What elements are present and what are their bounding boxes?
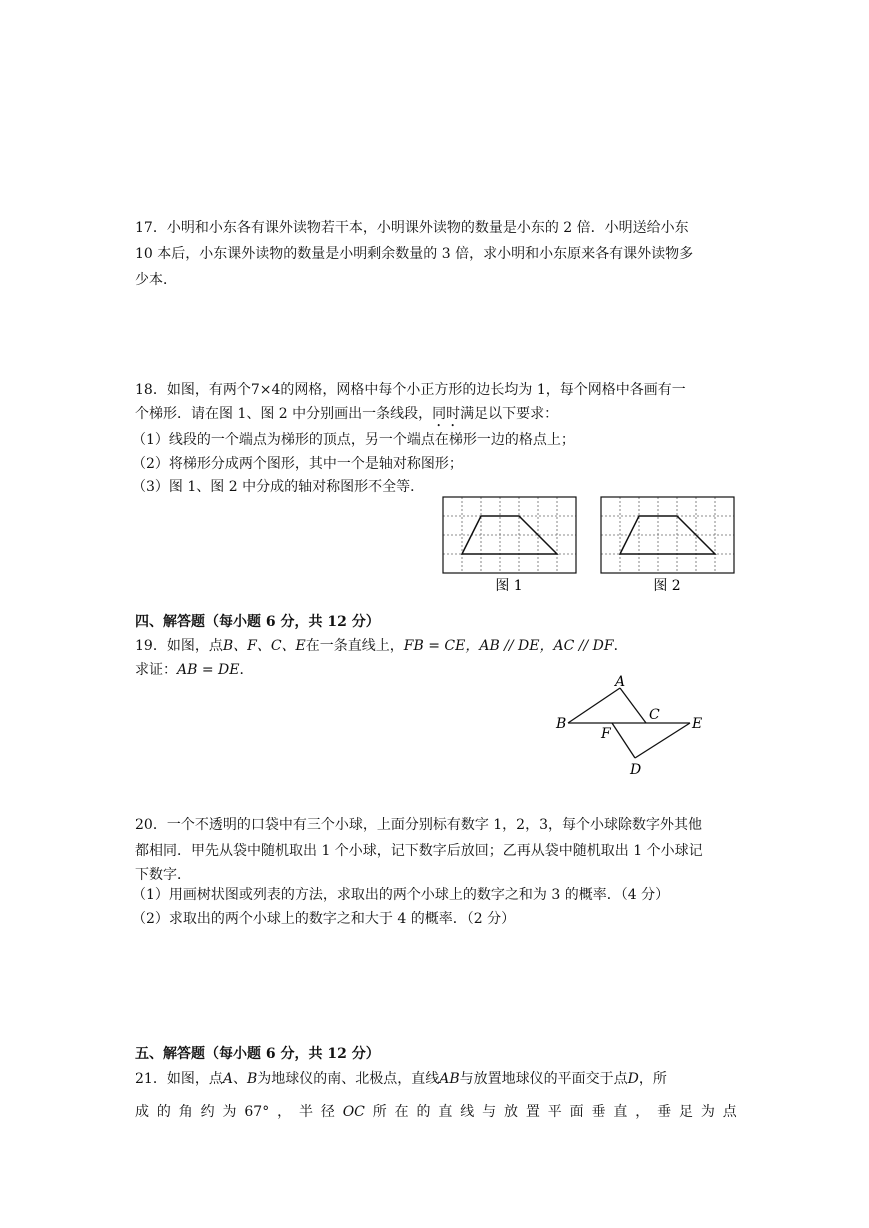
q21-word: 角	[178, 1104, 193, 1120]
q19-line-1-mid: 在一条直线上，	[305, 638, 404, 654]
q20-line-3: 下数字．	[135, 867, 191, 883]
section-4-heading: 四、解答题（每小题 6 分，共 12 分）	[135, 614, 380, 630]
q21-point-b: B	[246, 1071, 258, 1087]
q17-line-2: 10 本后，小东课外读物的数量是小明剩余数量的 3 倍，求小明和小东原来各有课外读物多	[135, 246, 694, 262]
q18-grid-figures	[435, 490, 745, 600]
q21-line-1-a: 21．如图，点	[135, 1071, 223, 1087]
point-labels	[555, 674, 702, 778]
section-5-heading: 五、解答题（每小题 6 分，共 12 分）	[135, 1046, 380, 1062]
q21-word: 点	[722, 1104, 737, 1120]
q21-word: 线	[460, 1104, 475, 1120]
q19-line-1	[135, 636, 628, 656]
q19-line-2-end: ．	[239, 662, 254, 678]
q18-line-1-post: 的网格，网格中每个小正方形的边长均为 1，每个网格中各画有一	[280, 382, 686, 398]
q19-triangle-figure	[550, 668, 720, 783]
q21-word: 的	[416, 1104, 431, 1120]
point-label-c: C	[649, 707, 660, 723]
q21-word: 垂	[657, 1104, 672, 1120]
triangle-lines	[568, 688, 690, 758]
q21-word: 所	[372, 1104, 387, 1120]
q21-word: 成	[135, 1104, 149, 1120]
q18-emphasis: 同时	[432, 406, 461, 422]
q21-word: 约	[200, 1104, 215, 1120]
q20-sub-2: （2）求取出的两个小球上的数字之和大于 4 的概率．（2 分）	[132, 911, 516, 927]
q21-point-a: A	[222, 1071, 233, 1087]
q21-radius-oc: OC	[342, 1104, 365, 1120]
fig1-label: 图 1	[495, 578, 523, 594]
point-label-b: B	[556, 716, 567, 732]
q19-conditions: FB = CE，AB // DE，AC // DF	[403, 638, 614, 654]
q21-word: ，	[277, 1104, 292, 1120]
q21-angle-value: 67°	[244, 1104, 270, 1120]
q18-line-2-pre: 个梯形．请在图 1、图 2 中分别画出一条线段，	[135, 406, 433, 422]
point-label-d: D	[630, 762, 642, 778]
q21-word: 半	[298, 1104, 313, 1120]
fig2-label: 图 2	[653, 578, 681, 594]
q21-word: 径	[320, 1104, 335, 1120]
q18-requirement-3: （3）图 1、图 2 中分成的轴对称图形不全等．	[132, 479, 425, 495]
q21-line-1-c: 为地球仪的南、北极点，直线	[257, 1071, 440, 1087]
q18-line-1	[135, 380, 686, 400]
q18-line-1-pre: 18．如图，有两个	[135, 382, 251, 398]
point-label-f: F	[601, 726, 611, 742]
q21-word: 置	[525, 1104, 540, 1120]
q21-line-1-b: 、	[232, 1071, 247, 1087]
q19-prove-label: 求证：	[135, 662, 177, 678]
q19-line-1-pre: 19．如图，点	[135, 638, 223, 654]
q21-line-1-d: 与放置地球仪的平面交于点	[459, 1071, 628, 1087]
grid-figure-2	[601, 497, 734, 573]
grid-dotted-lines	[443, 497, 576, 573]
q21-word: ，	[635, 1104, 650, 1120]
q19-points: B、F、C、E	[222, 638, 306, 654]
q21-line-2	[135, 1102, 737, 1122]
q19-line-1-end: ．	[613, 638, 628, 654]
q21-word: 直	[613, 1104, 628, 1120]
q20-sub-1: （1）用画树状图或列表的方法，求取出的两个小球上的数字之和为 3 的概率．（4 分）	[132, 887, 670, 903]
q20-line-1: 20．一个不透明的口袋中有三个小球，上面分别标有数字 1，2，3，每个小球除数字外其他	[135, 817, 702, 833]
q21-word: 垂	[591, 1104, 606, 1120]
q18-requirement-2: （2）将梯形分成两个图形，其中一个是轴对称图形；	[132, 456, 463, 472]
q21-line-ab: AB	[439, 1071, 460, 1087]
q21-word: 足	[679, 1104, 694, 1120]
q21-word: 直	[438, 1104, 453, 1120]
q21-word: 平	[547, 1104, 562, 1120]
q21-word: 的	[156, 1104, 171, 1120]
q18-line-2-post: 满足以下要求：	[460, 406, 559, 422]
point-label-a: A	[615, 674, 626, 690]
q17-line-3: 少本．	[135, 272, 177, 288]
q20-line-2: 都相同．甲先从袋中随机取出 1 个小球，记下数字后放回；乙再从袋中随机取出 1 个小球记	[135, 843, 703, 859]
grid-dotted-lines	[601, 497, 734, 573]
q21-line-1-e: ，所	[638, 1071, 667, 1087]
q19-line-2	[135, 660, 253, 680]
q21-word: 为	[700, 1104, 715, 1120]
grid-figure-1	[443, 497, 576, 573]
q21-point-d: D	[627, 1071, 639, 1087]
q17-line-1: 17．小明和小东各有课外读物若干本，小明课外读物的数量是小东的 2 倍．小明送给小东	[135, 220, 689, 236]
q18-line-2	[135, 404, 558, 430]
q21-word: 与	[482, 1104, 497, 1120]
q18-grid-size: 7×4	[250, 382, 281, 398]
q21-word: 在	[394, 1104, 409, 1120]
q21-word: 放	[504, 1104, 519, 1120]
q21-line-1	[135, 1069, 667, 1089]
q21-word: 面	[569, 1104, 584, 1120]
point-label-e: E	[692, 716, 703, 732]
q18-requirement-1: （1）线段的一个端点为梯形的顶点，另一个端点在梯形一边的格点上；	[132, 432, 575, 448]
q19-equation: AB = DE	[177, 662, 240, 678]
q21-word: 为	[222, 1104, 237, 1120]
